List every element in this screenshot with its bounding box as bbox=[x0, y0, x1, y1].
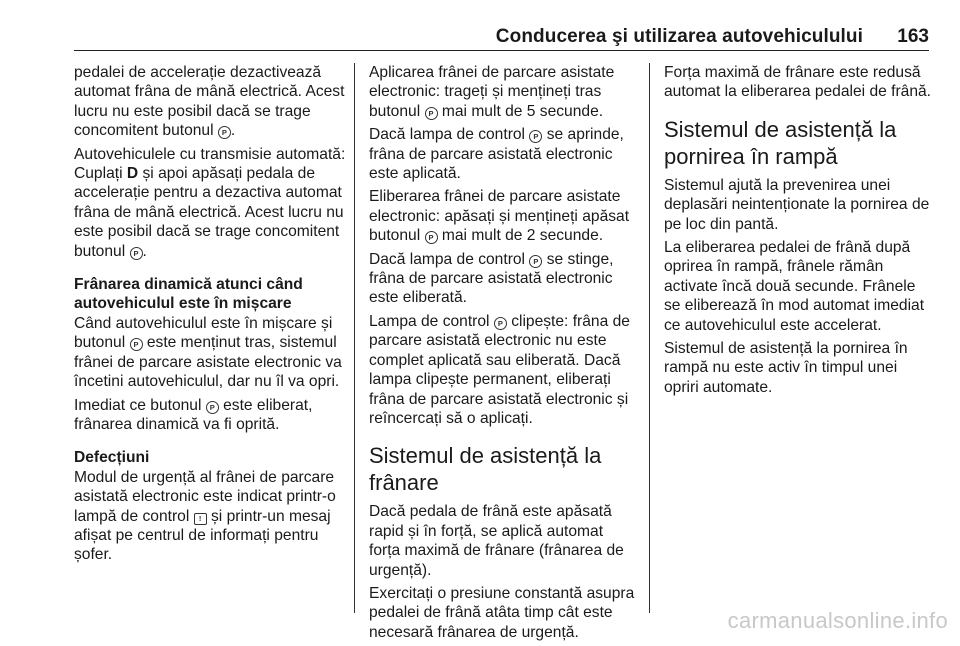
paragraph: Dacă lampa de control P se aprinde, frâna de parcare asistată electronic este aplicată. bbox=[369, 126, 624, 183]
parking-brake-icon: P bbox=[130, 338, 143, 351]
paragraph: Sistemul de asistență la pornirea în rampă nu este activ în timpul unei opriri automate. bbox=[664, 340, 908, 396]
paragraph: Exercitați o presiune constantă asupra pedalei de frână atâta timp cât este necesară frânarea de urgență. bbox=[369, 584, 635, 641]
parking-brake-icon: P bbox=[218, 126, 231, 139]
column-left bbox=[74, 63, 346, 569]
paragraph: Eliberarea frânei de parcare asistate electronic: apăsați și mențineți apăsat butonul P mai mult de 2 secunde. bbox=[369, 188, 630, 245]
page-number: 163 bbox=[897, 26, 929, 47]
parking-brake-icon: P bbox=[130, 247, 143, 260]
parking-brake-icon: P bbox=[425, 107, 438, 120]
chapter-title: Conducerea şi utilizarea autovehiculului bbox=[495, 26, 863, 47]
gear-d-label: D bbox=[126, 165, 139, 183]
subheading: Frânarea dinamică atunci când autovehiculul este în mișcare bbox=[74, 276, 303, 313]
column-middle bbox=[369, 63, 637, 646]
paragraph: Dacă lampa de control P se stinge, frâna de parcare asistată electronic este eliberată. bbox=[369, 250, 614, 307]
paragraph: Dacă pedala de frână este apăsată rapid și în forță, se aplică automat forța maximă de frânare (frânarea de urgență). bbox=[369, 503, 624, 579]
column-right bbox=[664, 63, 934, 401]
paragraph: Lampa de control P clipește: frâna de parcare asistată electronic nu este complet aplicată sau eliberată. Dacă lampa clipește permanent, eliberați frâna de parcare asistată electronic și reîncercați să o aplicați. bbox=[369, 312, 630, 427]
paragraph: Imediat ce butonul P este eliberat, frânarea dinamică va fi oprită. bbox=[74, 396, 313, 433]
warning-lamp-icon: ! bbox=[194, 513, 207, 525]
paragraph: La eliberarea pedalei de frână după oprirea în rampă, frânele rămân activate încă două secunde. Frânele se eliberează în mod automat imediat ce autovehiculul este accelerat. bbox=[664, 239, 925, 334]
column-divider bbox=[354, 63, 355, 613]
paragraph: Autovehiculele cu transmisie automată: Cuplați D și apoi apăsați pedala de accelerație pentru a dezactiva automat frâna de mână electrică. Acest lucru nu este posibil dacă se trage concomitent butonul P . bbox=[74, 145, 346, 260]
watermark: carmanualsonline.info bbox=[727, 608, 948, 633]
column-divider bbox=[649, 63, 650, 613]
section-heading: Sistemul de asistență la pornirea în rampă bbox=[664, 116, 897, 169]
subheading: Defecțiuni bbox=[74, 449, 150, 467]
paragraph: Sistemul ajută la prevenirea unei deplasări neintenționate la pornirea de pe loc din pantă. bbox=[664, 176, 930, 233]
section-heading: Sistemul de asistență la frânare bbox=[369, 443, 602, 496]
paragraph: Aplicarea frânei de parcare asistate electronic: trageți și mențineți tras butonul P mai mult de 5 secunde. bbox=[369, 64, 615, 120]
paragraph: Forța maximă de frânare este redusă automat la eliberarea pedalei de frână. bbox=[664, 64, 932, 101]
paragraph: Modul de urgență al frânei de parcare asistată electronic este indicat printr-o lampă de control ! și printr-un mesaj afișat pe centrul de informați pentru șofer. bbox=[74, 468, 336, 564]
parking-brake-icon: P bbox=[494, 317, 507, 330]
parking-brake-icon: P bbox=[425, 231, 438, 244]
parking-brake-icon: P bbox=[529, 255, 542, 268]
parking-brake-icon: P bbox=[529, 130, 542, 143]
paragraph: Când autovehiculul este în mișcare și butonul P este menținut tras, sistemul frânei de parcare asistate electronic va încetini autovehiculul, dar nu îl va opri. bbox=[74, 314, 342, 391]
paragraph: pedalei de accelerație dezactivează automat frâna de mână electrică. Acest lucru nu este posibil dacă se trage concomitent butonul P . bbox=[74, 64, 345, 140]
parking-brake-icon: P bbox=[206, 401, 219, 414]
page-header bbox=[74, 22, 929, 51]
